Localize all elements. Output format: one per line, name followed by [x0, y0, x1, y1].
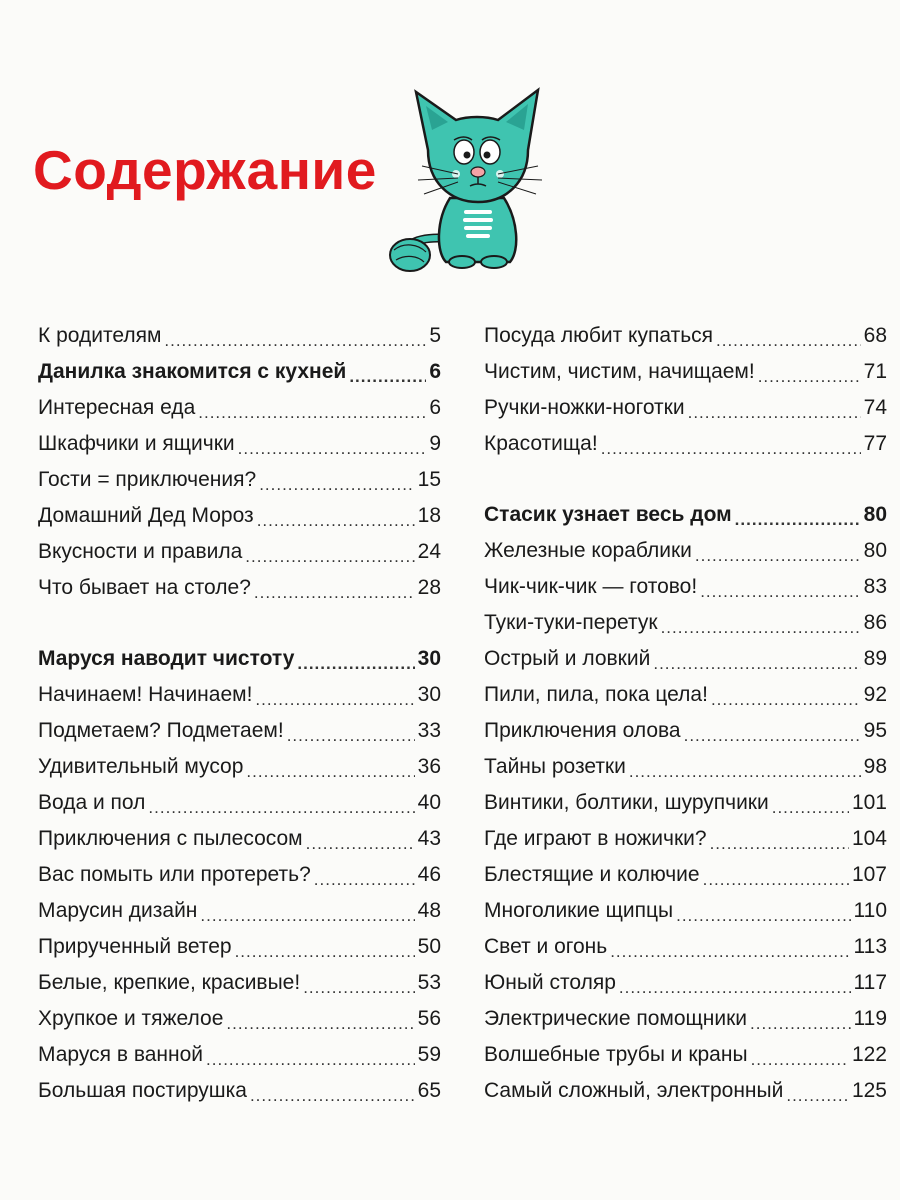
toc-entry-label: Подметаем? Подметаем!	[38, 718, 284, 742]
toc-entry-label: Прирученный ветер	[38, 934, 232, 958]
toc-entry	[484, 317, 887, 353]
dot-leader	[772, 799, 849, 816]
dot-leader	[758, 368, 861, 385]
toc-entry	[38, 425, 441, 461]
toc-page-number: 28	[417, 575, 441, 599]
dot-leader	[297, 655, 414, 672]
toc-section-heading	[38, 640, 441, 676]
toc-entry	[484, 640, 887, 676]
toc-entry-label: Пили, пила, пока цела!	[484, 682, 708, 706]
toc-entry	[484, 1072, 887, 1108]
toc-page-number: 83	[863, 574, 887, 598]
toc-entry	[484, 964, 887, 1000]
toc-page-number: 65	[417, 1078, 441, 1102]
dot-leader	[250, 1087, 415, 1104]
toc-page-number: 77	[863, 431, 887, 455]
toc-page-number: 110	[853, 898, 887, 922]
dot-leader	[198, 404, 426, 421]
toc-entry	[484, 353, 887, 389]
toc-entry	[38, 1036, 441, 1072]
toc-entry-label: Электрические помощники	[484, 1006, 748, 1030]
toc-entry	[38, 533, 441, 569]
toc-entry-label: Что бывает на столе?	[38, 575, 251, 599]
toc-entry	[38, 748, 441, 784]
toc-entry-label: Чик-чик-чик — готово!	[484, 574, 698, 598]
toc-entry-label: Вкусности и правила	[38, 539, 243, 563]
toc-page-number: 33	[417, 718, 441, 742]
toc-page-number: 40	[417, 790, 441, 814]
toc-entry-label: Большая постирушка	[38, 1078, 247, 1102]
toc-entry	[484, 532, 887, 568]
toc-entry	[484, 425, 887, 461]
toc-entry	[38, 569, 441, 605]
dot-leader	[711, 691, 861, 708]
toc-page-number: 80	[863, 502, 887, 526]
dot-leader	[303, 979, 414, 996]
dot-leader	[287, 727, 415, 744]
toc-entry	[38, 784, 441, 820]
toc-entry	[484, 892, 887, 928]
toc-page-number: 18	[417, 503, 441, 527]
toc-page-number: 86	[863, 610, 887, 634]
toc-entry	[38, 1000, 441, 1036]
toc-entry	[38, 389, 441, 425]
toc-entry-label: Вода и пол	[38, 790, 146, 814]
toc-entry	[38, 317, 441, 353]
dot-leader	[750, 1015, 850, 1032]
toc-page-number: 15	[417, 467, 441, 491]
toc-page-number: 74	[863, 395, 887, 419]
toc-page-number: 68	[863, 323, 887, 347]
dot-leader	[703, 871, 849, 888]
dot-leader	[259, 476, 414, 493]
toc-entry	[484, 1036, 887, 1072]
toc-page-number: 50	[417, 934, 441, 958]
toc-page-number: 104	[851, 826, 887, 850]
toc-page-number: 24	[417, 539, 441, 563]
toc-page-number: 101	[851, 790, 887, 814]
toc-entry-label: Волшебные трубы и краны	[484, 1042, 748, 1066]
toc-entry-label: Приключения с пылесосом	[38, 826, 303, 850]
toc-page-number: 92	[863, 682, 887, 706]
dot-leader	[700, 583, 860, 600]
toc-entry	[38, 964, 441, 1000]
toc-page-number: 125	[851, 1078, 887, 1102]
dot-leader	[238, 440, 427, 457]
toc-entry-label: Винтики, болтики, шурупчики	[484, 790, 769, 814]
dot-leader	[349, 368, 426, 385]
toc-entry	[484, 604, 887, 640]
toc-entry-label: Приключения олова	[484, 718, 681, 742]
toc-entry	[484, 784, 887, 820]
toc-entry-label: Марусин дизайн	[38, 898, 198, 922]
toc-entry	[484, 748, 887, 784]
toc-entry-label: Белые, крепкие, красивые!	[38, 970, 301, 994]
toc-page-number: 117	[853, 970, 887, 994]
toc-entry-label: К родителям	[38, 323, 162, 347]
toc-page-number: 30	[417, 682, 441, 706]
toc-entry-label: Удивительный мусор	[38, 754, 244, 778]
toc-entry	[38, 892, 441, 928]
toc-page-number: 59	[417, 1042, 441, 1066]
dot-leader	[226, 1015, 414, 1032]
toc-page-number: 122	[851, 1042, 887, 1066]
toc-entry	[484, 712, 887, 748]
dot-leader	[751, 1051, 849, 1068]
toc-entry-label: Шкафчики и ящички	[38, 431, 235, 455]
toc-entry-label: Ручки-ножки-ноготки	[484, 395, 685, 419]
dot-leader	[164, 332, 426, 349]
toc-entry-label: Где играют в ножички?	[484, 826, 707, 850]
dot-leader	[306, 835, 415, 852]
toc-right-column	[484, 317, 887, 1108]
toc-entry-label: Блестящие и колючие	[484, 862, 700, 886]
toc-section-heading	[484, 496, 887, 532]
dot-leader	[716, 332, 861, 349]
toc-entry-label: Маруся наводит чистоту	[38, 646, 295, 670]
toc-page-number: 36	[417, 754, 441, 778]
dot-leader	[148, 799, 414, 816]
dot-leader	[629, 763, 861, 780]
toc-page-number: 95	[863, 718, 887, 742]
toc-page-number: 107	[851, 862, 887, 886]
toc-page-number: 9	[429, 431, 441, 455]
toc-page-number: 71	[863, 359, 887, 383]
toc-entry-label: Красотища!	[484, 431, 598, 455]
cat-illustration	[378, 70, 548, 280]
dot-leader	[661, 619, 861, 636]
toc-entry-label: Острый и ловкий	[484, 646, 651, 670]
dot-leader	[735, 511, 861, 528]
toc-entry-label: Гости = приключения?	[38, 467, 257, 491]
toc-entry-label: Вас помыть или протереть?	[38, 862, 311, 886]
toc-entry-label: Чистим, чистим, начищаем!	[484, 359, 755, 383]
toc-entry-label: Хрупкое и тяжелое	[38, 1006, 224, 1030]
dot-leader	[245, 548, 414, 565]
toc-page-number: 113	[853, 934, 887, 958]
toc-entry-label: Стасик узнает весь дом	[484, 502, 732, 526]
dot-leader	[610, 943, 850, 960]
toc-entry	[38, 820, 441, 856]
dot-leader	[688, 404, 861, 421]
toc-section-heading	[38, 353, 441, 389]
toc-entry-label: Железные кораблики	[484, 538, 692, 562]
dot-leader	[314, 871, 415, 888]
dot-leader	[684, 727, 861, 744]
toc-entry-label: Посуда любит купаться	[484, 323, 714, 347]
dot-leader	[619, 979, 851, 996]
toc-entry	[484, 928, 887, 964]
page-title: Содержание	[33, 139, 377, 201]
dot-leader	[254, 584, 415, 601]
dot-leader	[257, 512, 415, 529]
dot-leader	[601, 440, 861, 457]
toc-entry	[38, 1072, 441, 1108]
toc-entry	[484, 568, 887, 604]
toc-entry	[484, 1000, 887, 1036]
toc-page-number: 30	[417, 646, 441, 670]
dot-leader	[206, 1051, 415, 1068]
toc-entry-label: Интересная еда	[38, 395, 196, 419]
toc-entry	[38, 928, 441, 964]
toc-entry-label: Самый сложный, электронный	[484, 1078, 784, 1102]
toc-left-column	[38, 317, 441, 1108]
toc-page-number: 6	[429, 359, 441, 383]
toc-page-number: 48	[417, 898, 441, 922]
toc-entry-label: Юный столяр	[484, 970, 616, 994]
dot-leader	[235, 943, 415, 960]
toc-entry-label: Свет и огонь	[484, 934, 608, 958]
toc-page-number: 6	[429, 395, 441, 419]
dot-leader	[246, 763, 414, 780]
dot-leader	[653, 655, 860, 672]
dot-leader	[200, 907, 414, 924]
dot-leader	[786, 1087, 849, 1104]
toc-page-number: 98	[863, 754, 887, 778]
toc-entry	[484, 389, 887, 425]
toc-page-number: 56	[417, 1006, 441, 1030]
toc-entry	[484, 856, 887, 892]
toc-page-number: 5	[429, 323, 441, 347]
toc-entry-label: Тайны розетки	[484, 754, 626, 778]
dot-leader	[710, 835, 849, 852]
toc-entry	[484, 820, 887, 856]
toc-entry-label: Данилка знакомится с кухней	[38, 359, 347, 383]
toc-entry	[38, 856, 441, 892]
toc-entry-label: Маруся в ванной	[38, 1042, 204, 1066]
toc-page-number: 119	[853, 1006, 887, 1030]
toc-entry-label: Туки-туки-перетук	[484, 610, 658, 634]
toc-entry	[38, 676, 441, 712]
toc-entry	[38, 461, 441, 497]
toc-page-number: 53	[417, 970, 441, 994]
toc-entry	[38, 497, 441, 533]
toc-entry-label: Начинаем! Начинаем!	[38, 682, 253, 706]
toc-entry-label: Домашний Дед Мороз	[38, 503, 254, 527]
toc-page-number: 80	[863, 538, 887, 562]
toc-page-number: 46	[417, 862, 441, 886]
toc-page-number: 43	[417, 826, 441, 850]
toc-page-number: 89	[863, 646, 887, 670]
dot-leader	[255, 691, 414, 708]
toc-entry-label: Многоликие щипцы	[484, 898, 674, 922]
toc-entry	[484, 676, 887, 712]
toc-entry	[38, 712, 441, 748]
dot-leader	[676, 907, 850, 924]
dot-leader	[695, 547, 861, 564]
